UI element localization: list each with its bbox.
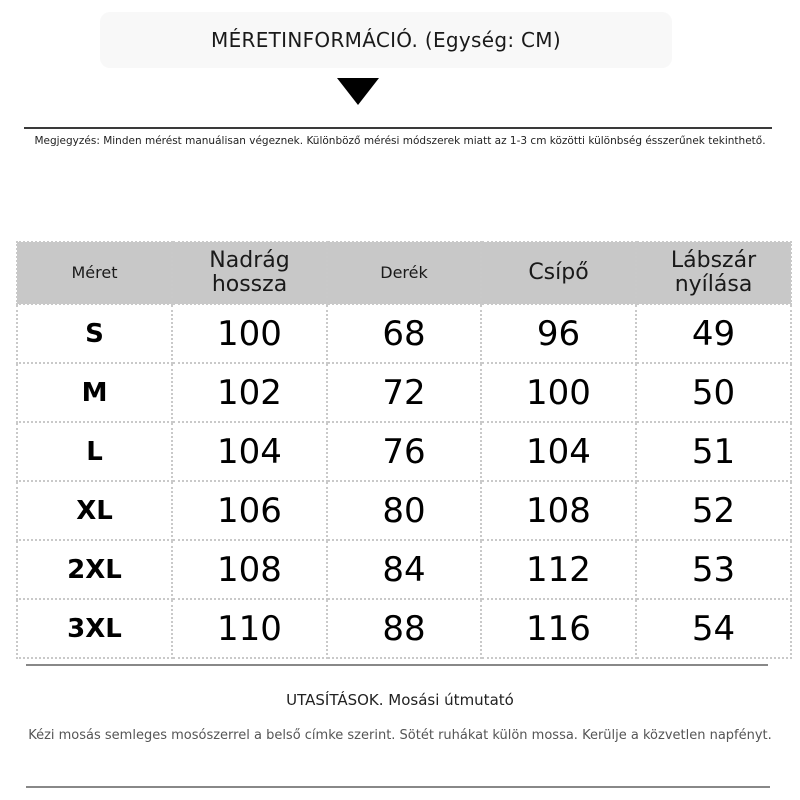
waist-cell: 84 bbox=[327, 540, 481, 599]
size-cell: XL bbox=[17, 481, 172, 540]
size-cell: M bbox=[17, 363, 172, 422]
size-table bbox=[16, 241, 792, 659]
table-row bbox=[17, 363, 791, 422]
waist-cell: 76 bbox=[327, 422, 481, 481]
pants-length-cell: 100 bbox=[172, 304, 327, 363]
measurement-note: Megjegyzés: Minden mérést manuálisan végeznek. Különböző mérési módszerek miatt az 1-3 cm közötti különbség ésszerűnek tekinthető. bbox=[34, 135, 766, 147]
hip-cell: 112 bbox=[481, 540, 636, 599]
table-row bbox=[17, 599, 791, 658]
table-row bbox=[17, 422, 791, 481]
column-header-leg-opening: Lábszár nyílása bbox=[636, 242, 791, 304]
hip-cell: 104 bbox=[481, 422, 636, 481]
table-row bbox=[17, 481, 791, 540]
title-box bbox=[100, 12, 672, 68]
divider-bottom bbox=[26, 786, 770, 788]
leg-opening-cell: 52 bbox=[636, 481, 791, 540]
table-header-row bbox=[17, 242, 791, 304]
column-header-size: Méret bbox=[17, 242, 172, 304]
table-row bbox=[17, 304, 791, 363]
leg-opening-cell: 54 bbox=[636, 599, 791, 658]
column-header-hip: Csípő bbox=[481, 242, 636, 304]
pants-length-cell: 102 bbox=[172, 363, 327, 422]
divider-middle bbox=[26, 664, 768, 666]
divider-top bbox=[24, 127, 772, 129]
instructions-text: Kézi mosás semleges mosószerrel a belső címke szerint. Sötét ruhákat külön mossa. Kerülje a közvetlen napfényt. bbox=[28, 728, 772, 743]
leg-opening-cell: 51 bbox=[636, 422, 791, 481]
leg-opening-cell: 53 bbox=[636, 540, 791, 599]
waist-cell: 72 bbox=[327, 363, 481, 422]
hip-cell: 108 bbox=[481, 481, 636, 540]
waist-cell: 68 bbox=[327, 304, 481, 363]
column-header-waist: Derék bbox=[327, 242, 481, 304]
down-triangle-icon bbox=[337, 78, 379, 105]
table-row bbox=[17, 540, 791, 599]
pants-length-cell: 104 bbox=[172, 422, 327, 481]
hip-cell: 100 bbox=[481, 363, 636, 422]
pants-length-cell: 108 bbox=[172, 540, 327, 599]
page-title: MÉRETINFORMÁCIÓ. (Egység: CM) bbox=[211, 28, 561, 52]
column-header-pants-length: Nadrág hossza bbox=[172, 242, 327, 304]
waist-cell: 80 bbox=[327, 481, 481, 540]
size-cell: L bbox=[17, 422, 172, 481]
leg-opening-cell: 50 bbox=[636, 363, 791, 422]
pants-length-cell: 110 bbox=[172, 599, 327, 658]
hip-cell: 96 bbox=[481, 304, 636, 363]
waist-cell: 88 bbox=[327, 599, 481, 658]
instructions-title: UTASÍTÁSOK. Mosási útmutató bbox=[286, 691, 514, 709]
hip-cell: 116 bbox=[481, 599, 636, 658]
leg-opening-cell: 49 bbox=[636, 304, 791, 363]
size-cell: 2XL bbox=[17, 540, 172, 599]
pants-length-cell: 106 bbox=[172, 481, 327, 540]
size-cell: S bbox=[17, 304, 172, 363]
size-cell: 3XL bbox=[17, 599, 172, 658]
